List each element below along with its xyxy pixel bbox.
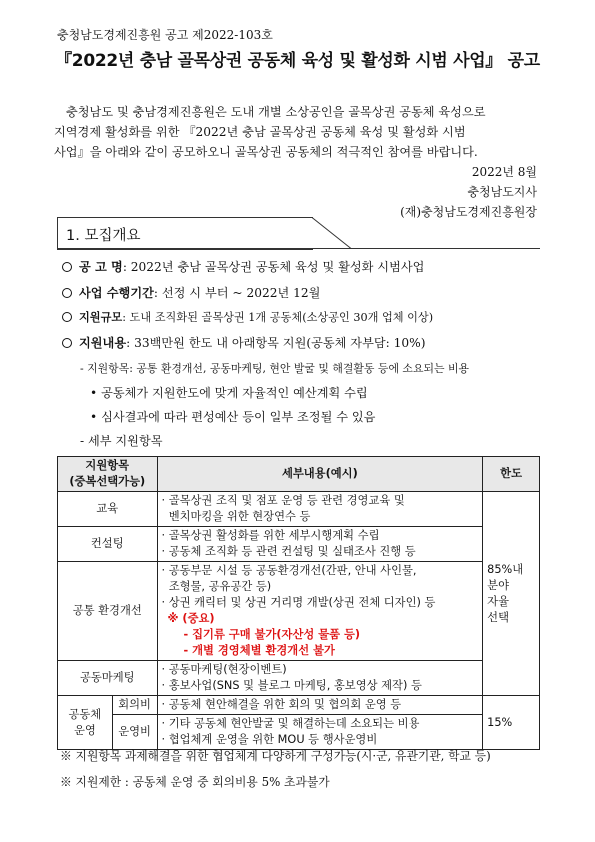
- issuer-agency: (재)충청남도경제진흥원장: [400, 205, 537, 219]
- overview-item-name: [62, 258, 424, 275]
- detail-line: · 상권 캐릭터 및 상권 거리명 개발(상권 전체 디자인) 등: [161, 596, 436, 609]
- detail-line: · 공동마케팅(현장이벤트): [161, 663, 287, 676]
- item-label: 지원규모: [79, 311, 123, 324]
- detail-line: · 공동체 현안해결을 위한 회의 및 협의회 운영 등: [161, 698, 402, 711]
- support-items-table: [57, 456, 540, 750]
- item-text: : 33백만원 한도 내 아래항목 지원(공동체 자부담: 10%): [126, 336, 426, 350]
- section-header-corner: [312, 217, 352, 250]
- overview-item-content: [62, 334, 425, 351]
- detail-line: · 공동체 조직화 등 관련 컨설팅 및 실태조사 진행 등: [161, 545, 416, 558]
- header-label: 지원항목: [85, 459, 130, 472]
- row-detail-education: [157, 492, 483, 527]
- row-detail-consulting: [157, 527, 483, 562]
- table-row: [58, 562, 540, 661]
- detail-line: · 홍보사업(SNS 및 블로그 마케팅, 홍보영상 제작) 등: [161, 679, 422, 692]
- overview-item-period: [62, 284, 320, 301]
- overview-item-scale: [62, 309, 433, 325]
- important-note: ※ (중요): [167, 612, 215, 625]
- table-row: [58, 715, 540, 750]
- section-underline: [57, 248, 540, 249]
- row-label-running: 운영비: [112, 715, 157, 750]
- restriction-line: - 집기류 구매 불가(자산성 물품 등): [183, 628, 361, 641]
- table-header-row: [58, 457, 540, 492]
- row-detail-running: [157, 715, 483, 750]
- table-row: [58, 527, 540, 562]
- row-limit-85: [483, 492, 540, 696]
- item-text: : 2022년 충남 골목상권 공동체 육성 및 활성화 시범사업: [122, 260, 425, 274]
- limit-line: 85%내: [487, 562, 524, 576]
- circle-bullet-icon: [62, 338, 72, 348]
- item-text: : 도내 조직화된 골목상권 1개 공동체(소상공인 30개 업체 이상): [122, 311, 434, 324]
- table-header-limit: 한도: [483, 457, 540, 492]
- notice-date: 2022년 8월: [471, 165, 537, 179]
- page-title: 『2022년 충남 골목상권 공동체 육성 및 활성화 시범 사업』 공고: [55, 51, 540, 71]
- limit-line: 자율: [487, 594, 509, 608]
- row-label-education: 교육: [58, 492, 158, 527]
- detail-line: · 기타 공동체 현안발굴 및 해결하는데 소요되는 비용: [161, 717, 420, 730]
- row-limit-15: 15%: [483, 696, 540, 750]
- detail-line: · 협업체계 운영을 위한 MOU 등 행사운영비: [161, 733, 378, 746]
- table-row: [58, 661, 540, 696]
- detail-line: 벤치마킹을 위한 현장연수 등: [161, 510, 311, 523]
- circle-bullet-icon: [62, 288, 72, 298]
- detail-line: · 골목상권 조직 및 점포 운영 등 관련 경영교육 및: [161, 494, 405, 507]
- circle-bullet-icon: [62, 262, 72, 272]
- limit-line: 분야: [487, 578, 509, 592]
- detail-line: · 골목상권 활성화를 위한 세부시행계획 수립: [161, 529, 380, 542]
- row-label-operation: [58, 696, 113, 750]
- item-label: 지원내용: [79, 336, 127, 350]
- restriction-line: - 개별 경영체별 환경개선 불가: [183, 644, 335, 657]
- row-label-meeting: 회의비: [112, 696, 157, 715]
- limit-line: 선택: [487, 610, 509, 624]
- footnote: ※ 지원제한 : 공동체 운영 중 회의비용 5% 초과불가: [60, 775, 330, 789]
- support-bullet: • 심사결과에 따라 편성예산 등이 일부 조정될 수 있음: [90, 410, 376, 424]
- operation-label: 운영: [73, 723, 96, 737]
- support-items-note: - 지원항목: 공통 환경개선, 공동마케팅, 현안 발굴 및 해결활동 등에 소요되는 비용: [80, 362, 470, 375]
- item-label: 사업 수행기간: [79, 286, 154, 300]
- row-label-consulting: 컨설팅: [58, 527, 158, 562]
- row-label-marketing: 공동마케팅: [58, 661, 158, 696]
- circle-bullet-icon: [62, 312, 72, 322]
- issuer-governor: 충청남도지사: [467, 185, 537, 199]
- support-detail-heading: - 세부 지원항목: [80, 434, 163, 448]
- row-label-environment: 공통 환경개선: [58, 562, 158, 661]
- detail-line: 조형물, 공유공간 등): [161, 580, 272, 593]
- footnote: ※ 지원항목 과제해결을 위한 협업체계 다양하게 구성가능(시·군, 유관기관, 학교 등): [60, 749, 491, 763]
- table-header-item: [58, 457, 158, 492]
- item-label: 공 고 명: [79, 260, 123, 274]
- intro-line: 충청남도 및 충남경제진흥원은 도내 개별 소상공인을 골목상권 공동체 육성으로: [66, 105, 486, 119]
- support-bullet: • 공동체가 지원한도에 맞게 자율적인 예산계획 수립: [90, 386, 368, 400]
- intro-line: 사업』을 아래와 같이 공모하오니 골목상권 공동체의 적극적인 참여를 바랍니다.: [54, 145, 478, 159]
- notice-number: 충청남도경제진흥원 공고 제2022-103호: [57, 28, 273, 42]
- row-detail-marketing: [157, 661, 483, 696]
- table-row: [58, 492, 540, 527]
- table-row: [58, 696, 540, 715]
- header-sublabel: (중복선택가능): [69, 475, 146, 488]
- item-text: : 선정 시 부터 ~ 2022년 12월: [153, 286, 321, 300]
- section-title: 1. 모집개요: [66, 228, 141, 244]
- detail-line: · 공동부문 시설 등 공동환경개선(간판, 안내 사인물,: [161, 564, 417, 577]
- operation-label: 공동체: [68, 707, 102, 721]
- row-detail-environment: [157, 562, 483, 661]
- intro-paragraph: [54, 102, 540, 162]
- intro-line: 지역경제 활성화를 위한 『2022년 충남 골목상권 공동체 육성 및 활성화 시범: [54, 125, 466, 139]
- row-detail-meeting: [157, 696, 483, 715]
- table-header-detail: 세부내용(예시): [157, 457, 483, 492]
